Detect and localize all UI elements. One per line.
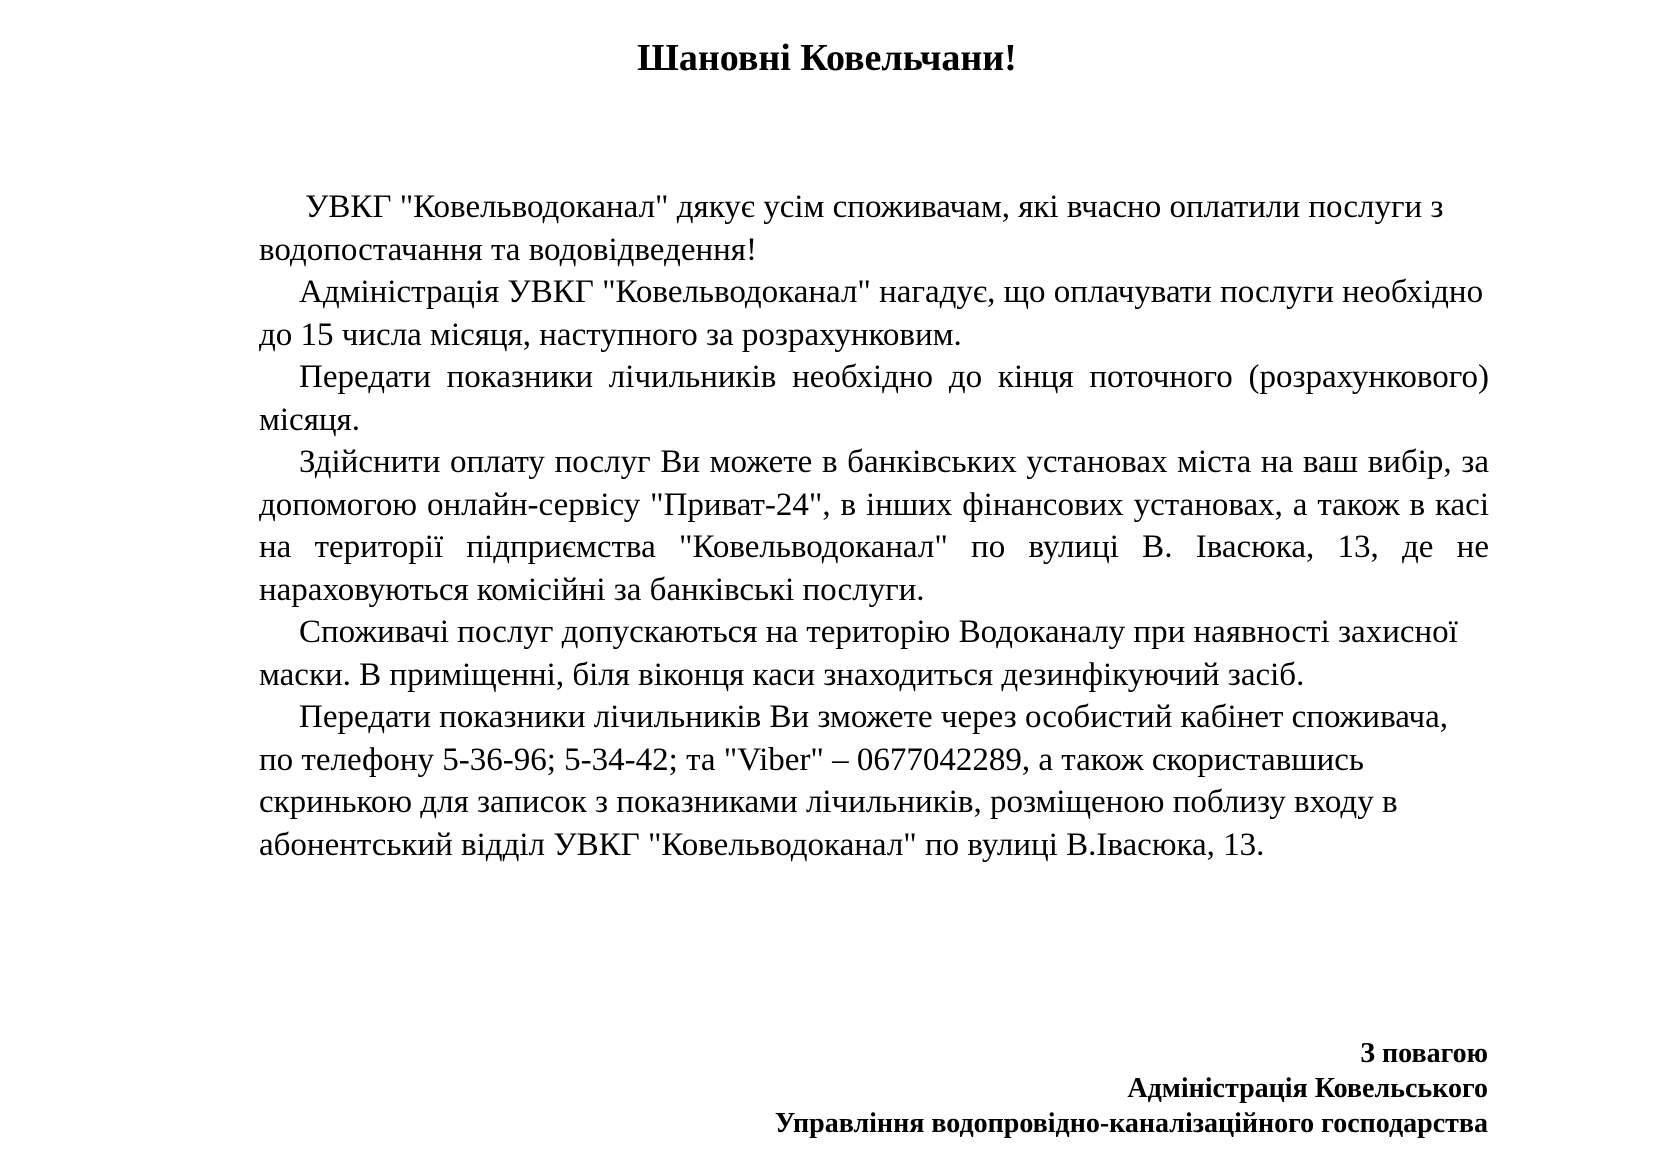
signature-administration: Адміністрація Ковельського [1127,1073,1488,1104]
signature-organization: Управління водопровідно-каналізаційного господарства [774,1108,1488,1139]
paragraph-mask-requirement: Споживачі послуг допускаються на територію Водоканалу при наявності захисної маски. В приміщенні, біля віконця каси знаходиться дезинфікуючий засіб. [259,614,1458,693]
signature-greeting: З повагою [1360,1038,1488,1069]
paragraph-payment-deadline: Адміністрація УВКГ "Ковельводоканал" нагадує, що оплачувати послуги необхідно до 15 числа місяця, наступного за розрахунковим. [259,274,1484,353]
paragraph-meter-readings-channels: Передати показники лічильників Ви зможете через особистий кабінет споживача, по телефону 5-36-96; 5-34-42; та "Viber" – 0677042289, а також скориставшись скринькою для записок з показниками лічильників, розміщеною поблизу входу в абонентський відділ УВКГ "Ковельводоканал" по вулиці В.Івасюка, 13. [259,699,1449,863]
paragraph-thanks: УВКГ "Ковельводоканал" дякує усім споживачам, які вчасно оплатили послуги з водопостачання та водовідведення! [259,189,1444,268]
paragraph-meter-readings-deadline: Передати показники лічильників необхідно до кінця поточного (розрахункового) місяця. [259,359,1489,438]
document-title: Шановні Ковельчани! [637,37,1017,79]
document-body [259,186,1489,866]
signature-block [775,1036,1488,1141]
paragraph-payment-methods: Здійснити оплату послуг Ви можете в банківських установах міста на ваш вибір, за допомогою онлайн-сервісу "Приват-24", в інших фінансових установах, а також в касі на території підприємства "Ковельводоканал" по вулиці В. Івасюка, 13, де не нараховуються комісійні за банківські послуги. [259,444,1489,608]
